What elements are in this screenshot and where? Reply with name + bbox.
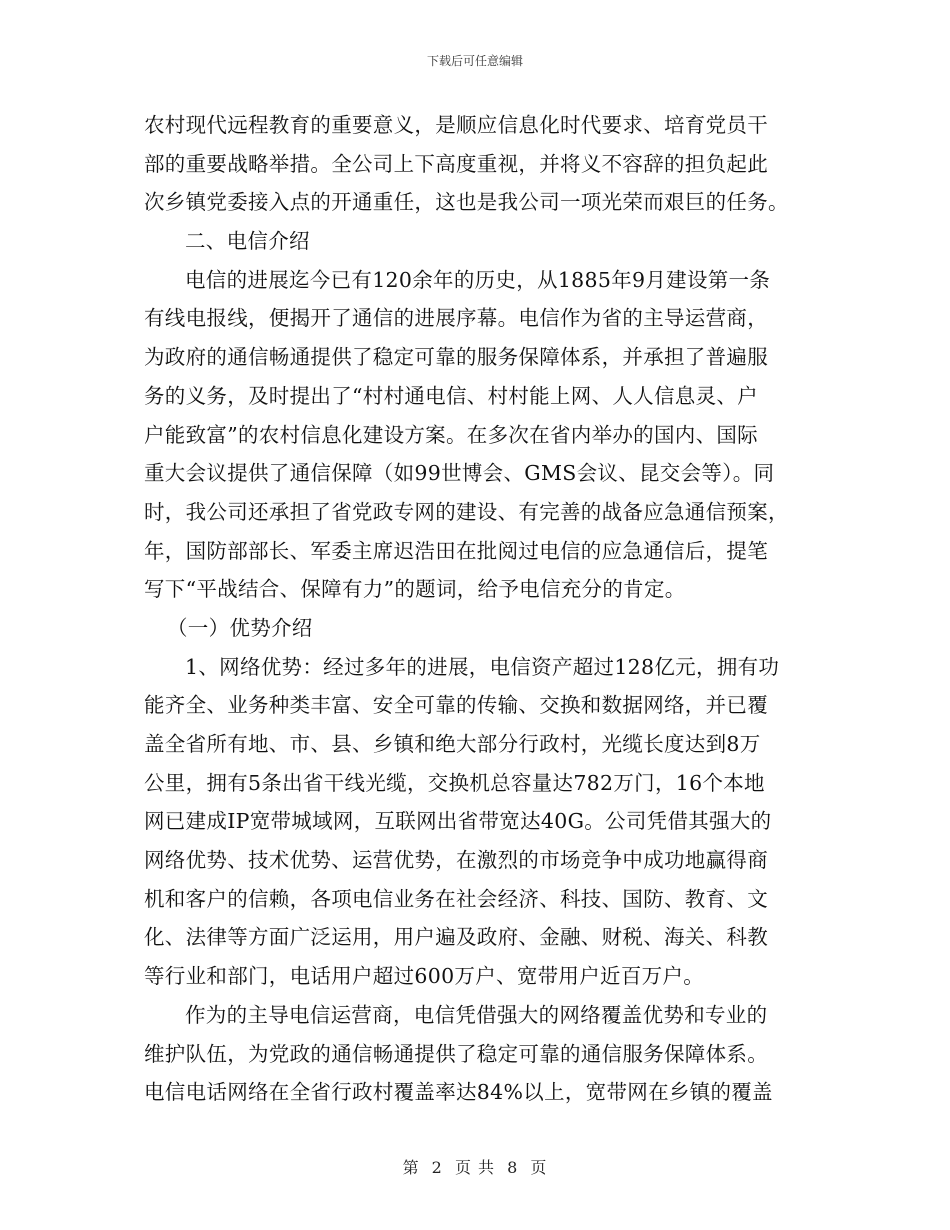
text-line: 务的义务，及时提出了“村村通电信、村村能上网、人人信息灵、户 xyxy=(144,383,758,408)
text-line: 网已建成IP宽带城域网，互联网出省带宽达40G。公司凭借其强大的 xyxy=(144,809,772,834)
text-line: 年，国防部部长、军委主席迟浩田在批阅过电信的应急通信后，提笔 xyxy=(144,538,768,563)
text-line: 作为的主导电信运营商，电信凭借强大的网络覆盖优势和专业的 xyxy=(185,1002,768,1027)
text-line: 维护队伍，为党政的通信畅通提供了稳定可靠的通信服务保障体系。 xyxy=(144,1041,768,1066)
text-line: 部的重要战略举措。全公司上下高度重视，并将义不容辞的担负起此 xyxy=(144,151,768,176)
text-line: 盖全省所有地、市、县、乡镇和绝大部分行政村，光缆长度达到8万 xyxy=(144,732,761,756)
page-number: 2 xyxy=(431,1158,443,1177)
text-line: 户能致富”的农村信息化建设方案。在多次在省内举办的国内、国际 xyxy=(144,422,758,447)
text-line: 机和客户的信赖，各项电信业务在社会经济、科技、国防、教育、文 xyxy=(144,886,768,911)
text-line: 农村现代远程教育的重要意义，是顺应信息化时代要求、培育党员干 xyxy=(144,113,768,137)
text-line: 化、法律等方面广泛运用，用户遍及政府、金融、财税、海关、科教 xyxy=(144,925,768,950)
subsection-heading: （一）优势介绍 xyxy=(167,615,313,640)
footer-prefix: 第 xyxy=(402,1158,420,1177)
text-line: 网络优势、技术优势、运营优势，在激烈的市场竞争中成功地赢得商 xyxy=(144,848,768,873)
text-line: 公里，拥有5条出省干线光缆，交换机总容量达782万门，16个本地 xyxy=(144,770,765,795)
page-header: 下载后可任意编辑 xyxy=(426,54,523,68)
text-line: 能齐全、业务种类丰富、安全可靠的传输、交换和数据网络，并已覆 xyxy=(144,693,768,718)
text-line: 等行业和部门，电话用户超过600万户、宽带用户近百万户。 xyxy=(144,964,705,989)
text-line: 重大会议提供了通信保障（如99世博会、GMS会议、昆交会等）。同 xyxy=(144,461,775,486)
text-line: 电信的进展迄今已有120余年的历史，从1885年9月建设第一条 xyxy=(185,267,771,292)
text-line: 有线电报线，便揭开了通信的进展序幕。电信作为省的主导运营商， xyxy=(144,306,768,331)
text-line: 次乡镇党委接入点的开通重任，这也是我公司一项光荣而艰巨的任务。 xyxy=(144,190,789,215)
footer-middle: 页 共 xyxy=(454,1158,496,1177)
page-footer xyxy=(0,1155,950,1178)
document-body xyxy=(144,106,808,1112)
text-line: 写下“平战结合、保障有力”的题词，给予电信充分的肯定。 xyxy=(144,577,686,602)
total-pages: 8 xyxy=(507,1158,519,1177)
text-line: 电信电话网络在全省行政村覆盖率达84%以上，宽带网在乡镇的覆盖 xyxy=(144,1080,773,1105)
section-heading: 二、电信介绍 xyxy=(185,229,310,254)
text-line: 为政府的通信畅通提供了稳定可靠的服务保障体系，并承担了普遍服 xyxy=(144,345,768,370)
text-line: 1、网络优势：经过多年的进展，电信资产超过128亿元，拥有功 xyxy=(185,654,780,679)
footer-suffix: 页 xyxy=(530,1158,548,1177)
text-line: 时，我公司还承担了省党政专网的建设、有完善的战备应急通信预案， xyxy=(144,499,789,524)
